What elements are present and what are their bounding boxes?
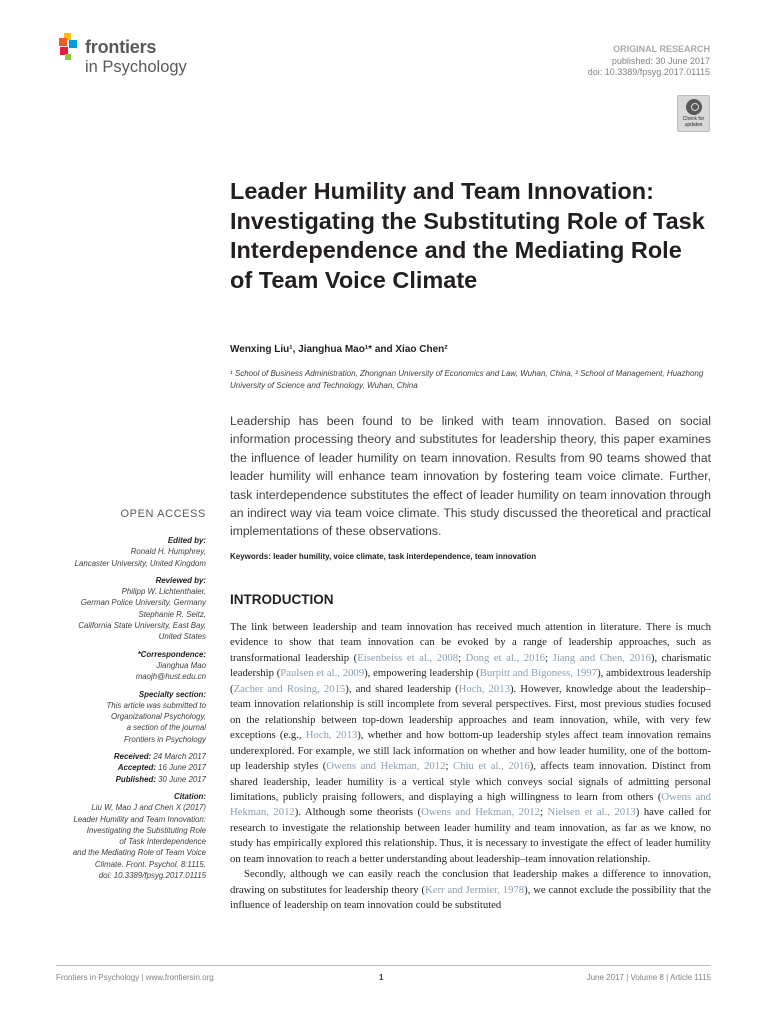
intro-paragraph-1: The link between leadership and team innovation has received much attention in literature. There is much evidence to show that team innovation can be evoked by a range of leadership approaches, such as transformational leadership (Eisenbeiss et al., 2008; Dong et al., 2016; Jiang and Chen, 2016), charismatic leadership (Paulsen et al., 2009), empowering leadership (Burpitt and Bigoness, 1997), ambidextrous leadership (Zacher and Rosing, 2015), and shared leadership (Hoch, 2013). However, knowledge about the leadership–team innovation relationship is still incomplete from several perspectives. First, most previous studies focused on the relationship between top-down leadership approaches and team innovation, while, with very few exceptions (e.g., Hoch, 2013), whether and how bottom-up leadership styles affect team innovation remains underexplored. For example, we still lack information on whether and how leader humility, one of the bottom-up leadership styles (Owens and Hekman, 2012; Chiu et al., 2016), affects team innovation. Distinct from shared leadership, leader humility is a vertical style which conveys social signals of admitting personal limitations, publicly praising followers, and displaying a high willingness to learn from others (Owens and Hekman, 2012). Although some theorists (Owens and Hekman, 2012; Nielsen et al., 2013) have called for research to investigate the relationship between leader humility and team innovation, as far as we know, no study has empirically explored this relationship. Thus, it is necessary to investigate the effect of leader humility on team innovation to reach a better understanding about leadership–team innovation relationship. [230, 621, 712, 865]
open-access-label: OPEN ACCESS [120, 508, 206, 520]
introduction-heading: INTRODUCTION [230, 592, 334, 607]
specialty-line: a section of the journal [126, 723, 206, 733]
citation-link[interactable]: Zacher and Rosing, 2015 [233, 682, 346, 695]
edited-by-section [40, 535, 206, 569]
citation-line: and the Mediating Role of Team Voice [72, 848, 206, 858]
accepted-date: Accepted: 16 June 2017 [117, 763, 206, 773]
bookmark-icon [686, 99, 702, 115]
specialty-section-label: Specialty section: [138, 689, 206, 699]
footer-divider [56, 965, 711, 966]
citation-link[interactable]: Dong et al., 2016 [465, 651, 546, 664]
article-title: Leader Humility and Team Innovation: Investigating the Substituting Role of Task Interdependence and the Mediating Role of Team Voice Climate [230, 178, 705, 293]
reviewed-by-label: Reviewed by: [155, 575, 206, 585]
editor-name: Ronald H. Humphrey, [130, 547, 206, 557]
published-date-sidebar: Published: 30 June 2017 [115, 774, 206, 784]
check-for-updates-badge[interactable] [677, 95, 710, 132]
article-sidebar [40, 535, 206, 887]
correspondence-name: Jianghua Mao [156, 660, 206, 670]
specialty-line: Frontiers in Psychology [123, 734, 206, 744]
frontiers-logo-icon [56, 33, 82, 63]
citation-link[interactable]: Owens and Hekman, 2012 [230, 790, 711, 819]
reviewer-line: Stephanie R. Seitz, [138, 609, 206, 619]
citation-link[interactable]: Paulsen et al., 2009 [280, 667, 365, 680]
editor-affiliation: Lancaster University, United Kingdom [74, 558, 206, 568]
citation-link[interactable]: Owens and Hekman, 2012 [421, 806, 540, 819]
citation-label: Citation: [174, 791, 206, 801]
article-abstract: Leadership has been found to be linked with team innovation. Based on social information processing theory and substitutes for leadership theory, this paper examines the influence of leader humility on team innovation. Results from 90 teams showed that leader humility will enhance team innovation by fostering team voice climate. Further, task interdependence substitutes the effect of leader humility on team innovation through an indirect way via team voice climate. This study discussed the theoretical and practical implementations of these observations. [230, 414, 711, 539]
reviewer-line: California State University, East Bay, [78, 621, 206, 631]
citation-link[interactable]: Jiang and Chen, 2016 [552, 651, 651, 664]
citation-section [40, 791, 206, 881]
reviewer-line: Philipp W. Lichtenthaler, [121, 587, 206, 597]
published-date: published: 30 June 2017 [611, 55, 710, 66]
citation-link[interactable]: Owens and Hekman, 2012 [326, 760, 446, 773]
specialty-line: This article was submitted to [106, 700, 206, 710]
correspondence-section [40, 649, 206, 683]
citation-doi[interactable]: doi: 10.3389/fpsyg.2017.01115 [98, 871, 206, 881]
journal-name-line2: in Psychology [85, 58, 187, 76]
citation-line: Climate. Front. Psychol. 8:1115. [94, 859, 206, 869]
citation-link[interactable]: Hoch, 2013 [305, 729, 358, 742]
dates-section [40, 751, 206, 785]
citation-link[interactable]: Chiu et al., 2016 [453, 760, 530, 773]
specialty-section [40, 689, 206, 745]
footer-journal-info[interactable]: Frontiers in Psychology | www.frontiersin.org [56, 973, 214, 982]
article-type: ORIGINAL RESEARCH [613, 44, 710, 54]
received-date: Received: 24 March 2017 [113, 752, 206, 762]
reviewed-by-section [40, 575, 206, 643]
author-affiliations: ¹ School of Business Administration, Zhongnan University of Economics and Law, Wuhan, China, ² School of Management, Huazhong University of Science and Technology, Wuhan, China [230, 369, 704, 390]
article-doi[interactable]: doi: 10.3389/fpsyg.2017.01115 [587, 67, 710, 77]
article-authors: Wenxing Liu¹, Jianghua Mao¹* and Xiao Chen² [230, 344, 448, 355]
citation-link[interactable]: Burpitt and Bigoness, 1997 [479, 667, 598, 680]
correspondence-email[interactable]: maojh@hust.edu.cn [135, 672, 206, 682]
edited-by-label: Edited by: [167, 536, 206, 545]
article-keywords: Keywords: leader humility, voice climate, task interdependence, team innovation [230, 552, 537, 561]
reviewer-line: German Police University, Germany [80, 598, 206, 608]
citation-link[interactable]: Eisenbeiss et al., 2008 [357, 651, 459, 664]
page-number: 1 [379, 973, 384, 982]
article-header-info [588, 44, 710, 79]
citation-link[interactable]: Nielsen et al., 2013 [547, 806, 636, 819]
reviewer-line: United States [158, 632, 206, 642]
specialty-line: Organizational Psychology, [110, 712, 206, 722]
journal-name-line1: frontiers [85, 37, 157, 57]
citation-link[interactable]: Kerr and Jermier, 1978 [425, 883, 525, 896]
check-for-updates-label: Check for updates [682, 116, 705, 128]
introduction-body [230, 620, 711, 914]
citation-line: of Task Interdependence [119, 837, 206, 847]
citation-line: Liu W, Mao J and Chen X (2017) [91, 803, 206, 813]
citation-line: Investigating the Substituting Role [86, 825, 206, 835]
footer-issue-info: June 2017 | Volume 8 | Article 1115 [586, 973, 711, 982]
correspondence-label: *Correspondence: [137, 649, 206, 659]
intro-paragraph-2: Secondly, although we can easily reach the conclusion that leadership makes a difference to innovation, drawing on substitutes for leadership theory (Kerr and Jermier, 1978), we cannot exclude the possibility that the influence of leadership on team innovation could be substituted [230, 868, 711, 912]
citation-line: Leader Humility and Team Innovation: [73, 814, 206, 824]
journal-logo [56, 33, 206, 81]
citation-link[interactable]: Hoch, 2013 [458, 682, 510, 695]
